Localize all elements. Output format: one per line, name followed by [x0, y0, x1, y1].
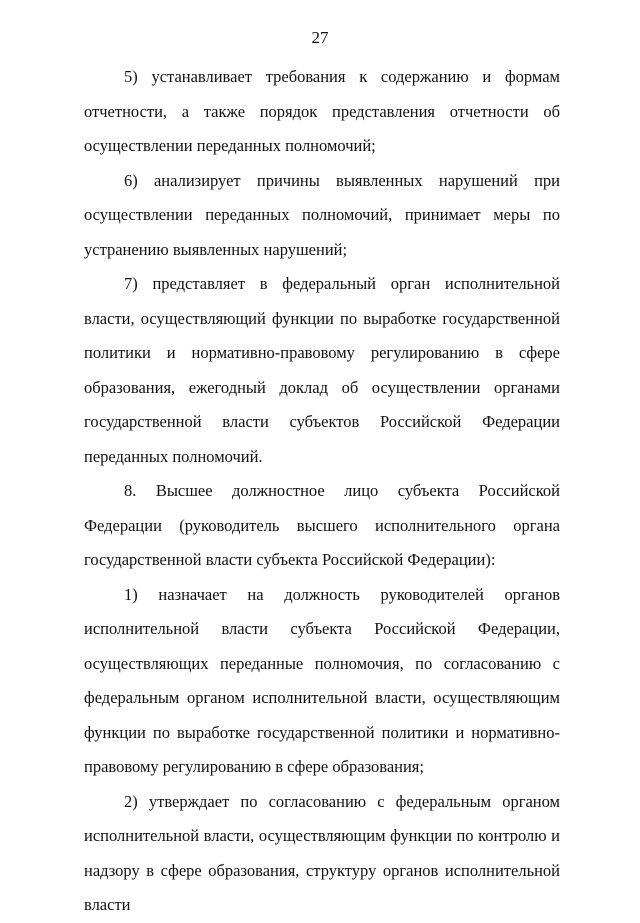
paragraph-item-7: 7) представляет в федеральный орган исполнительной власти, осуществляющий функции по выработке государственной политики и нормативно-правовому регулированию в сфере образования, ежегодный доклад об осуществлении органами государственной власти субъектов Российской Федерации переданных полномочий.: [84, 274, 560, 466]
paragraph-section-8: 8. Высшее должностное лицо субъекта Российской Федерации (руководитель высшего исполнительного органа государственной власти субъекта Российской Федерации):: [84, 481, 560, 569]
paragraph-item-5: 5) устанавливает требования к содержанию и формам отчетности, а также порядок представления отчетности об осуществлении переданных полномочий;: [84, 67, 560, 155]
paragraph-item-2: 2) утверждает по согласованию с федеральным органом исполнительной власти, осуществляющим функции по контролю и надзору в сфере образования, структуру органов исполнительной власти: [84, 791, 560, 914]
paragraph-item-6: 6) анализирует причины выявленных нарушений при осуществлении переданных полномочий, принимает меры по устранению выявленных нарушений;: [84, 170, 560, 259]
paragraph-item-1: 1) назначает на должность руководителей органов исполнительной власти субъекта Российской Федерации, осуществляющих переданные полномочия, по согласованию с федеральным органом исполнительной власти, осуществляющим функции по выработке государственной политики и нормативно-правовому регулированию в сфере образования;: [84, 584, 560, 776]
document-body: [84, 60, 560, 923]
page-number: 27: [311, 28, 329, 47]
